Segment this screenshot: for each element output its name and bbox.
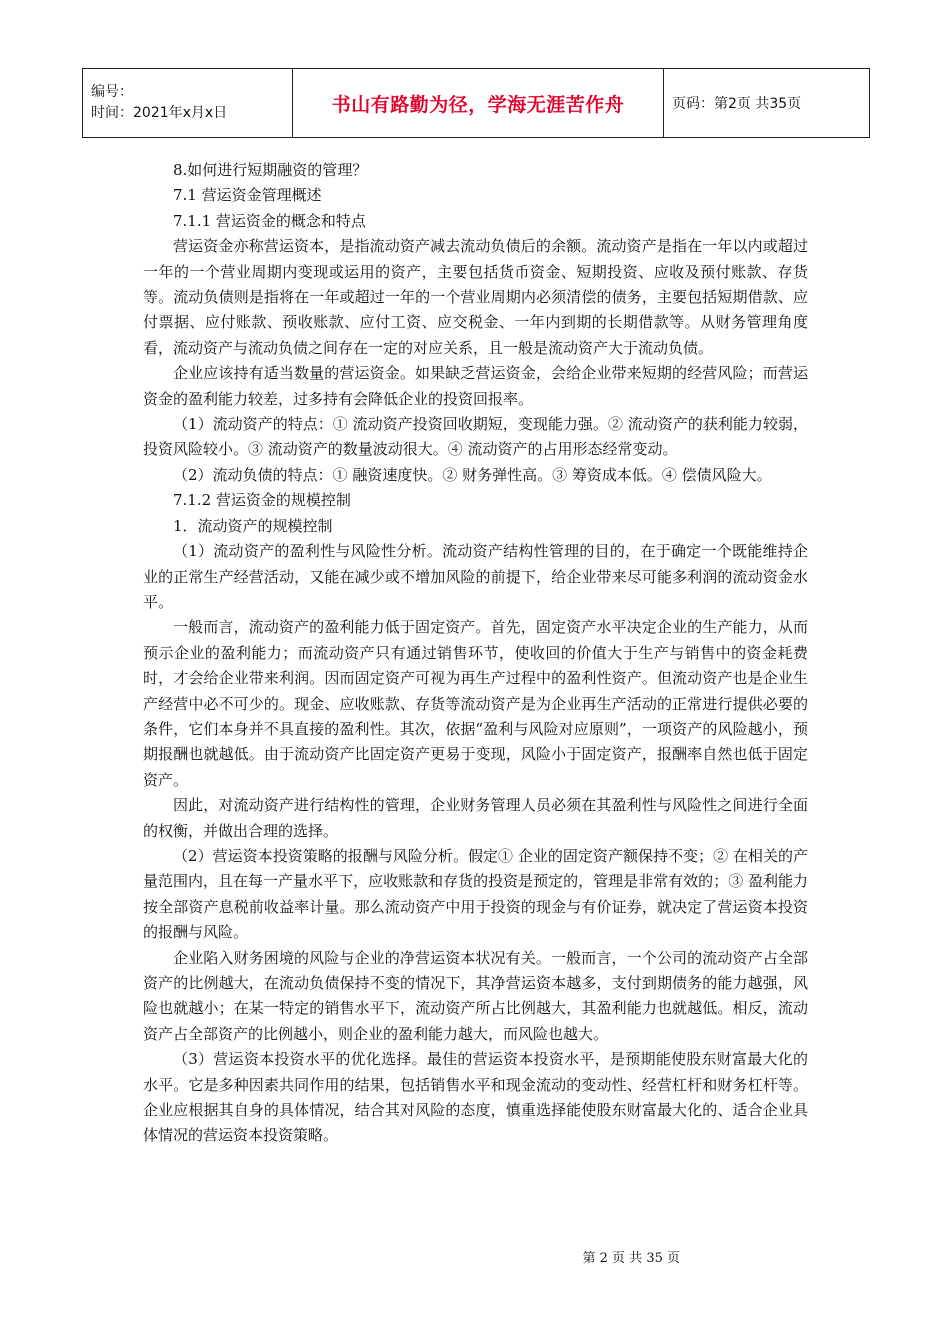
header-meta	[83, 69, 293, 138]
body-paragraph: （2）营运资本投资策略的报酬与风险分析。假定① 企业的固定资产额保持不变；② 在相关的产量范围内，且在每一产量水平下，应收账款和存货的投资是预定的，管理是非常有效的；③ 盈利能力按全部资产息税前收益率计量。那么流动资产中用于投资的现金与有价证券，就决定了营运资本投资的报酬与风险。	[143, 846, 808, 942]
document-body	[143, 158, 808, 1149]
body-paragraph: （1）流动资产的特点：① 流动资产投资回收期短，变现能力强。② 流动资产的获利能力较弱，投资风险较小。③ 流动资产的数量波动很大。④ 流动资产的占用形态经常变动。	[143, 415, 808, 459]
header-page-number: 页码：第2页 共35页	[664, 69, 870, 138]
body-paragraph: （3）营运资本投资水平的优化选择。最佳的营运资本投资水平，是预期能使股东财富最大化的水平。它是多种因素共同作用的结果，包括销售水平和现金流动的变动性、经营杠杆和财务杠杆等。企业应根据其自身的具体情况，结合其对风险的态度，慎重选择能使股东财富最大化的、适合企业具体情况的营运资本投资策略。	[143, 1050, 808, 1145]
body-paragraph: 营运资金亦称营运资本，是指流动资产减去流动负债后的余额。流动资产是指在一年以内或超过一年的一个营业周期内变现或运用的资产，主要包括货币资金、短期投资、应收及预付账款、存货等。流动负债则是指将在一年或超过一年的一个营业周期内必须清偿的债务，主要包括短期借款、应付票据、应付账款、预收账款、应付工资、应交税金、一年内到期的长期借款等。从财务管理角度看，流动资产与流动负债之间存在一定的对应关系，且一般是流动资产大于流动负债。	[143, 237, 808, 357]
page-header	[82, 68, 870, 138]
page-footer	[0, 1247, 950, 1266]
section-heading-7-1: 7.1 营运资金管理概述	[173, 186, 322, 205]
document-date: 时间：2021年x月x日	[91, 105, 228, 121]
section-heading-7-1-2: 7.1.2 营运资金的规模控制	[173, 491, 351, 510]
footer-page-number: 第 2 页 共 35 页	[582, 1251, 680, 1266]
subsection-heading: 1．流动资产的规模控制	[173, 516, 333, 535]
section-question: 8.如何进行短期融资的管理？	[173, 161, 368, 179]
document-number-label: 编号：	[91, 84, 133, 100]
body-paragraph: 因此，对流动资产进行结构性的管理，企业财务管理人员必须在其盈利性与风险性之间进行全面的权衡，并做出合理的选择。	[143, 796, 808, 840]
body-paragraph: （2）流动负债的特点：① 融资速度快。② 财务弹性高。③ 筹资成本低。④ 偿债风险大。	[173, 465, 772, 484]
body-paragraph: 一般而言，流动资产的盈利能力低于固定资产。首先，固定资产水平决定企业的生产能力，从而预示企业的盈利能力；而流动资产只有通过销售环节，使收回的价值大于生产与销售中的资金耗费时，才会给企业带来利润。因而固定资产可视为再生产过程中的盈利性资产。但流动资产也是企业生产经营中必不可少的。现金、应收账款、存货等流动资产是为企业再生产活动的正常进行提供必要的条件，它们本身并不具直接的盈利性。其次，依据“盈利与风险对应原则”，一项资产的风险越小，预期报酬也就越低。由于流动资产比固定资产更易于变现，风险小于固定资产，报酬率自然也低于固定资产。	[143, 618, 808, 789]
section-heading-7-1-1: 7.1.1 营运资金的概念和特点	[173, 211, 366, 230]
body-paragraph: 企业陷入财务困境的风险与企业的净营运资本状况有关。一般而言，一个公司的流动资产占全部资产的比例越大，在流动负债保持不变的情况下，其净营运资本越多，支付到期债务的能力越强，风险也就越小；在某一特定的销售水平下，流动资产所占比例越大，其盈利能力也就越低。相反，流动资产占全部资产的比例越小，则企业的盈利能力越大，而风险也越大。	[143, 948, 808, 1043]
body-paragraph: （1）流动资产的盈利性与风险性分析。流动资产结构性管理的目的，在于确定一个既能维持企业的正常生产经营活动，又能在减少或不增加风险的前提下，给企业带来尽可能多利润的流动资金水平。	[143, 542, 808, 611]
body-paragraph: 企业应该持有适当数量的营运资金。如果缺乏营运资金，会给企业带来短期的经营风险；而营运资金的盈利能力较差，过多持有会降低企业的投资回报率。	[143, 364, 808, 408]
header-motto: 书山有路勤为径，学海无涯苦作舟	[293, 69, 664, 138]
